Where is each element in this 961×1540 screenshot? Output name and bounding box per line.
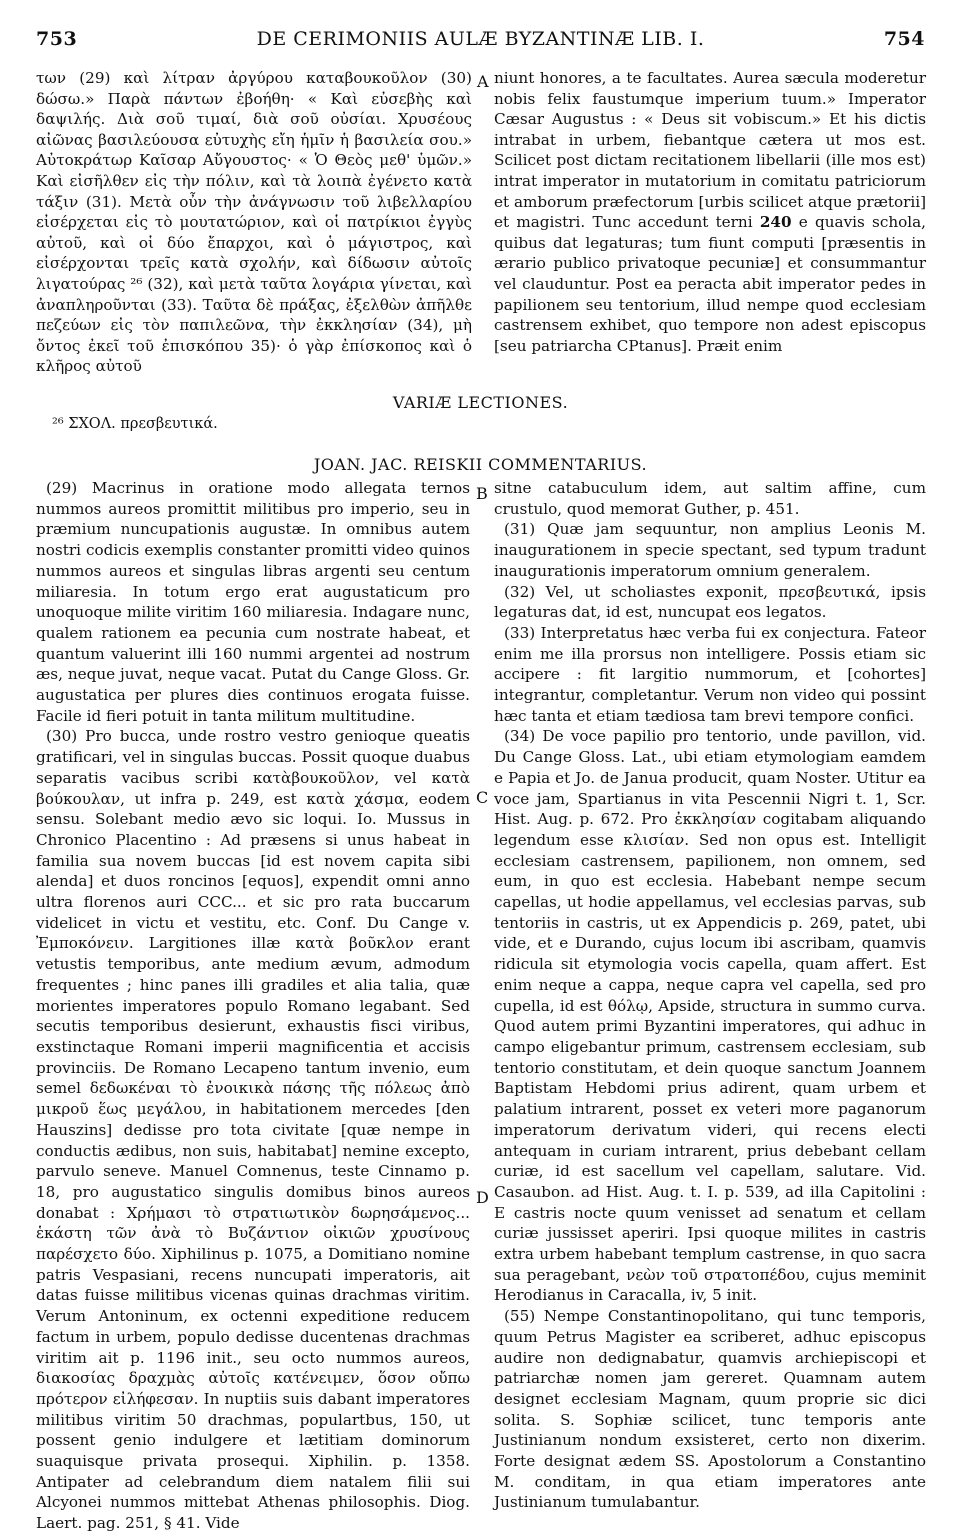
variae-note: ²⁶ ΣΧΟΛ. πρεσβευτικά.: [52, 416, 218, 432]
commentary-heading: JOAN. JAC. REISKII COMMENTARIUS.: [313, 455, 648, 474]
commentary-right-column: [494, 478, 926, 1513]
variae-heading: VARIÆ LECTIONES.: [392, 393, 569, 412]
commentary-note-34: (34) De voce papilio pro tentorio, unde pavillon, vid. Du Cange Gloss. Lat., ubi etiam etymologiam eamdem e Papia et Jo. de Janua producit, quam Noster. Utitur ea voce jam, Spartianus in vita Pescennii Nigri t. 1, Scr. Hist. Aug. p. 672. Pro ἐκκλησίαν cogitabam aliquando legendum esse κλισίαν. Sed non opus est. Intelligit ecclesiam castrensem, papilionem, non omnem, sed eum, in quo est ecclesia. Habebant nempe secum capellas, ut hodie appellamus, vel ecclesias parvas, sub tentoriis in castris, ut ex Appendicis p. 269, patet, ubi vide, et e Durando, cujus locum ibi ascribam, quamvis ridicula sit etymologia vocis capella, quam affert. Est enim neque a cappa, neque capra vel capella, sed pro cupella, id est θόλῳ, Apside, structura in summo curva. Quod autem primi Byzantini imperatores, qui adhuc in campo eligebantur primum, castrensem ecclesiam, sub tentorio constitutam, et dein quoque sanctum Joannem Baptistam Hebdomi prius adirent, quam urbem et palatium intrarent, posset ex veteri more paganorum imperatorum derivatum videri, qui recens electi antequam in curiam intrarent, prius debebant cellam curiæ, id est sacellum vel capellam, salutare. Vid. Casaubon. ad Hist. Aug. t. I. p. 539, ad illa Capitolini : E castris nocte quum venisset ad senatum et cellam curiæ jussisset aperiri. Ipsi quoque milites in castris extra urbem habebant templum castrense, in quo sacra sua peragebant, νεὼν τοῦ στρατοπέδου, cujus meminit Herodianus in Caracalla, iv, 5 init.: [494, 727, 926, 1305]
margin-mark-c: C: [476, 788, 489, 807]
latin-number: 240: [759, 213, 792, 232]
latin-text-after: e quavis schola, quibus dat legaturas; tum fiunt computi [præsentis in ærario publico privatoque pecuniæ] et consummantur vel clauduntur. Post ea peracta abit imperator pedes in papilionem seu tentorium, illud nempe quod ecclesiam castrensem exhibet, quo tempore non adest episcopus [seu patriarcha CPtanus]. Præit enim: [494, 213, 927, 355]
running-header: [36, 28, 925, 68]
commentary-note-30: (30) Pro bucca, unde rostro vestro genioque queatis gratificari, vel in singulas buccas. Possit quoque duabus separatis vacibus scribi κατὰβουκοῦλον, vel κατὰ βούκουλαν, ut infra p. 249, est κατὰ χάσμα, eodem sensu. Solebant medio ævo sic loqui. Io. Mussus in Chronico Placentino : Ad præsens si unus habeat in familia sua novem buccas [id est novem capita sibi alenda] et duos roncinos [equos], expendit omni anno ultra florenos auri CCC... et sic pro rata buccarum videlicet in victu et vestitu, etc. Conf. Du Cange v. Ἐμποκόνειν. Largitiones illæ κατὰ βοῦκλον erant vetustis temporibus, ante medium ævum, admodum frequentes ; hinc panes illi gradiles et alia talia, quæ morientes imperatores populo Romano legabant. Sed secutis temporibus desierunt, exhaustis fisci viribus, exstinctaque Romani imperii magnificentia et accisis provinciis. De Romano Lecapeno tantum invenio, eum semel δεδωκέναι τὸ ἐνοικικὰ πάσης τῆς πόλεως ἀπὸ μικροῦ ἕως μεγάλου, in habitationem mercedes [den Hauszins] dedisse pro tota civitate [quæ nempe in conductis ædibus, non suis, habitabat] nemine excepto, parvulo seneve. Manuel Comnenus, teste Cinnamo p. 18, pro augustatico singulis domibus binos aureos donabat : Χρήμασι τὸ στρατιωτικὸν δωρησάμενος... ἑκάστη τῶν ἀνὰ τὸ Βυζάντιον οἰκιῶν χρυσίνους παρέσχετο δύο. Xiphilinus p. 1075, a Domitiano nomine patris Vespasiani, recens nuncupati imperatoris, ait datas fuisse militibus vicenas quinas drachmas viritim. Verum Antoninum, ex octenni expeditione reducem factum in urbem, populo dedisse ducentenas drachmas viritim ait p. 1196 init., seu octo nummos aureos, διακοσίας δραχμὰς αὐτοῖς κατένειμεν, ὅσον οὔπω πρότερον εἰλήφεσαν. In nuptiis suis dabant imperatores militibus viritim 50 drachmas, populartbus, 150, ut possent genio indulgere et lætitiam dominorum suaquisque privata prosequi. Xiphilin. p. 1358. Antipater ad celebrandum diem natalem filii sui Alcyonei nummos mittebat Athenas philosophis. Diog. Laert. pag. 251, § 41. Vide: [36, 727, 470, 1533]
commentary-note-30-cont: sitne catabuculum idem, aut saltim affine, cum crustulo, quod memorat Guther, p. 451.: [494, 479, 926, 518]
greek-text-column: [36, 68, 472, 377]
commentary-note-32: (32) Vel, ut scholiastes exponit, πρεσβευτικά, ipsis legaturas dat, id est, nuncupat eos legatos.: [494, 582, 926, 622]
commentary-note-29: (29) Macrinus in oratione modo allegata ternos nummos aureos promittit militibus pro imperio, seu in præmium nuncupationis augustæ. In omnibus autem nostri codicis exemplis constanter promitti video quinos nummos aureos et singulas libras argenti seu centum miliaresia. In totum ergo erat augustaticum pro unoquoque milite viritim 160 miliaresia. Indagare nunc, qualem rationem ea pecunia cum nostrate habeat, et quantum valuerint illi 160 nummi argentei ad nostrum æs, neque juvat, neque vacat. Putat du Cange Gloss. Gr. augustatica per plures dies continuos erogata fuisse. Facile id fieri potuit in tanta militum multitudine.: [36, 479, 470, 725]
commentary-left-column: [36, 478, 470, 1534]
commentary-note-35: (55) Nempe Constantinopolitano, qui tunc temporis, quum Petrus Magister ea scriberet, adhuc episcopus audire non dedignabatur, quamvis archiepiscopi et patriarchæ nomen jam gereret. Quamnam autem designet ecclesiam Magnam, quum proprie sic dici solita. S. Sophiæ scilicet, tunc temporis ante Justinianum nondum exsisteret, certo non dixerim. Forte designat ædem SS. Apostolorum a Constantino M. conditam, in qua etiam imperatores ante Justinianum tumulabantur.: [494, 1307, 926, 1512]
latin-text-before: niunt honores, a te facultates. Aurea sæcula moderetur nobis felix faustumque imperium tuum.» Imperator Cæsar Augustus : « Deus sit vobiscum.» Et his dictis intrabat in urbem, fiebantque cætera ut mos est. Scilicet post dictam recitationem libellarii (ille mos est) intrat imperator in mutatorium in comitatu patriciorum et amborum præfectorum [urbis scilicet atque prætorii] et magistri. Tunc accedunt terni: [494, 69, 926, 232]
margin-mark-a: A: [477, 72, 489, 91]
latin-text-column: [494, 68, 926, 356]
latin-text: [494, 68, 926, 356]
right-page-number: 754: [883, 28, 925, 50]
greek-text: των (29) καὶ λίτραν ἀργύρου καταβουκοῦλον (30) δώσω.» Παρὰ πάντων ἐβοήθη· « Καὶ εὐσεβὴς καὶ δαψιλής. Διὰ σοῦ τιμαί, διὰ σοῦ οὐσίαι. Χρυσέους αἰῶνας βασιλεύουσα εὐτυχὴς εἴη ἡμῖν ἡ βασιλεία σου.» Αὐτοκράτωρ Καῖσαρ Αὔγουστος· « Ὁ Θεὸς μεθ' ὑμῶν.» Καὶ εἰσῆλθεν εἰς τὴν πόλιν, καὶ τὰ λοιπὰ ἐγένετο κατὰ τάξιν (31). Μετὰ οὖν τὴν ἀνάγνωσιν τοῦ λιβελλαρίου εἰσέρχεται εἰς τὸ μουτατώριον, καὶ οἱ πατρίκιοι ἐγγὺς αὐτοῦ, καὶ οἱ δύο ἔπαρχοι, καὶ ὁ μάγιστρος, καὶ εἰσέρχονται τρεῖς κατὰ σχολήν, καὶ δίδωσιν αὐτοῖς λιγατούρας ²⁶ (32), καὶ μετὰ ταῦτα λογάρια γίνεται, καὶ ἀναπληροῦνται (33). Ταῦτα δὲ πράξας, ἐξελθὼν ἀπῆλθε πεζεύων εἰς τὸν παπιλεῶνα, τὴν ἐκκλησίαν (34), μὴ ὄντος ἐκεῖ τοῦ ἐπισκόπου 35)· ὁ γὰρ ἐπίσκοπος καὶ ὁ κλῆρος αὐτοῦ: [36, 69, 472, 376]
left-page-number: 753: [36, 28, 78, 50]
commentary-note-31: (31) Quæ jam sequuntur, non amplius Leonis M. inaugurationem in specie spectant, sed typum tradunt inaugurationis imperatorum omnium generalem.: [494, 520, 926, 580]
margin-mark-d: D: [476, 1188, 489, 1207]
running-title: DE CERIMONIIS AULÆ BYZANTINÆ LIB. I.: [256, 28, 705, 50]
margin-mark-b: B: [476, 484, 488, 503]
commentary-note-33: (33) Interpretatus hæc verba fui ex conjectura. Fateor enim me illa prorsus non intelligere. Possis etiam sic accipere : fit largitio nummorum, et [cohortes] integrantur, completantur. Verum non video qui possint hæc tanta et etiam tædiosa tam brevi tempore confici.: [494, 623, 926, 725]
